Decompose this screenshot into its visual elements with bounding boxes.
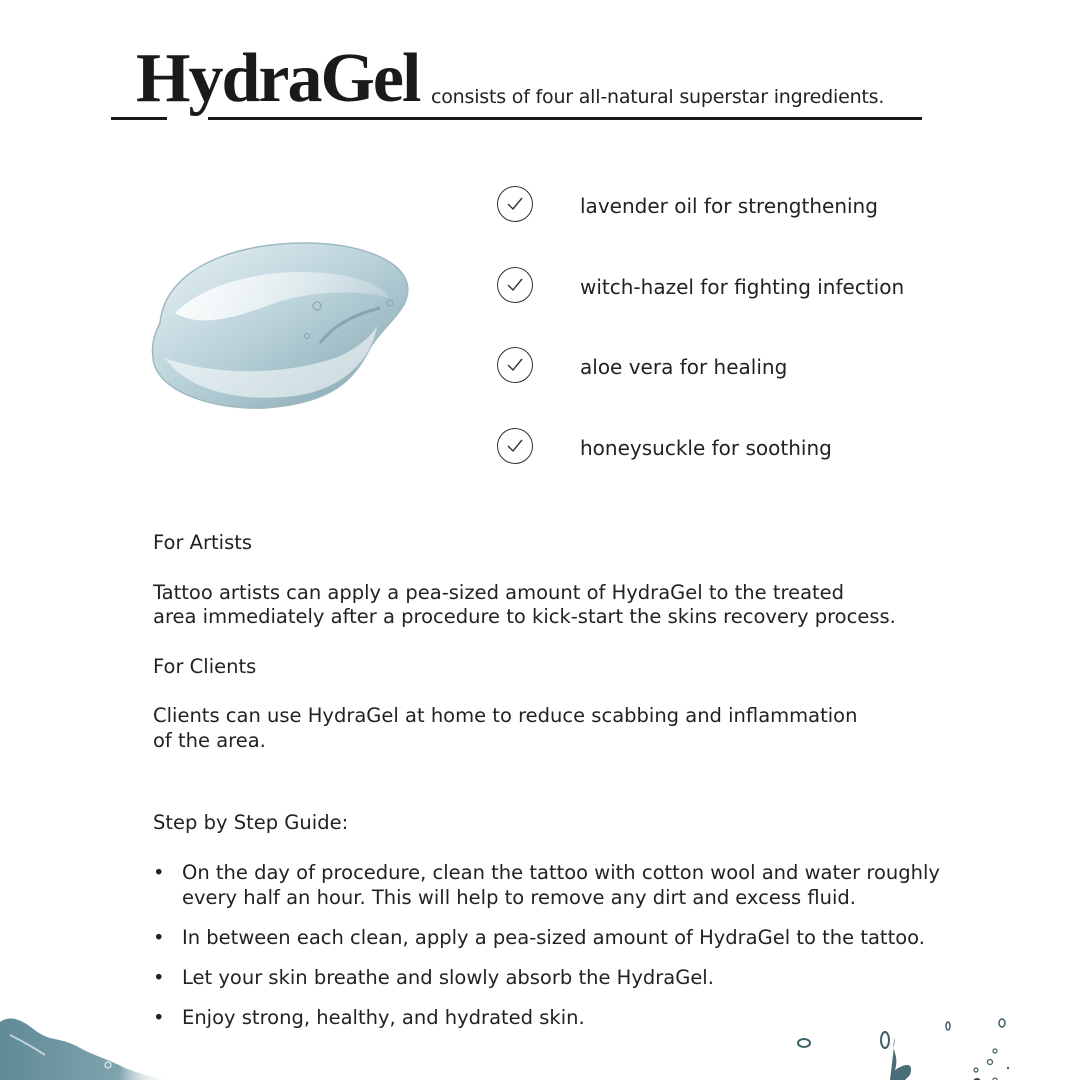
ingredient-label: witch-hazel for fighting infection xyxy=(580,275,905,299)
artists-line: area immediately after a procedure to kick-start the skins recovery process. xyxy=(153,605,896,628)
gel-blob-icon xyxy=(145,228,415,418)
guide-heading: Step by Step Guide: xyxy=(153,811,349,834)
step-line: Let your skin breathe and slowly absorb the HydraGel. xyxy=(182,966,714,989)
ingredient-item xyxy=(497,428,937,468)
brand-title: HydraGel xyxy=(136,40,420,117)
ingredient-label: honeysuckle for soothing xyxy=(580,436,832,460)
bullet-icon: • xyxy=(153,926,165,949)
ingredient-label: aloe vera for healing xyxy=(580,355,788,379)
bullet-icon: • xyxy=(153,1006,165,1029)
clients-heading: For Clients xyxy=(153,655,257,678)
step-line: every half an hour. This will help to remove any dirt and excess fluid. xyxy=(182,886,856,909)
step-item xyxy=(153,925,940,950)
step-line: On the day of procedure, clean the tattoo with cotton wool and water roughly xyxy=(182,861,940,884)
header-rule-right xyxy=(208,117,922,120)
check-circle-icon xyxy=(497,428,533,464)
step-line: Enjoy strong, healthy, and hydrated skin. xyxy=(182,1006,585,1029)
check-circle-icon xyxy=(497,347,533,383)
step-line: In between each clean, apply a pea-sized amount of HydraGel to the tattoo. xyxy=(182,926,925,949)
check-circle-icon xyxy=(497,267,533,303)
step-list xyxy=(153,860,940,1030)
check-circle-icon xyxy=(497,186,533,222)
ingredient-item xyxy=(497,267,937,307)
step-item xyxy=(153,965,940,990)
bullet-icon: • xyxy=(153,966,165,989)
ingredient-item xyxy=(497,186,937,226)
tagline: consists of four all-natural superstar ingredients. xyxy=(431,86,885,108)
step-item xyxy=(153,860,940,910)
ingredient-label: lavender oil for strengthening xyxy=(580,194,878,218)
clients-line: of the area. xyxy=(153,729,266,752)
clients-line: Clients can use HydraGel at home to reduce scabbing and inflammation xyxy=(153,704,858,727)
water-splash-icon xyxy=(0,1010,170,1080)
header-rule-left xyxy=(111,117,167,120)
ingredient-item xyxy=(497,347,937,387)
bullet-icon: • xyxy=(153,861,165,884)
artists-heading: For Artists xyxy=(153,531,253,554)
artists-line: Tattoo artists can apply a pea-sized amount of HydraGel to the treated xyxy=(153,581,845,604)
water-droplets-icon xyxy=(790,1010,1080,1080)
